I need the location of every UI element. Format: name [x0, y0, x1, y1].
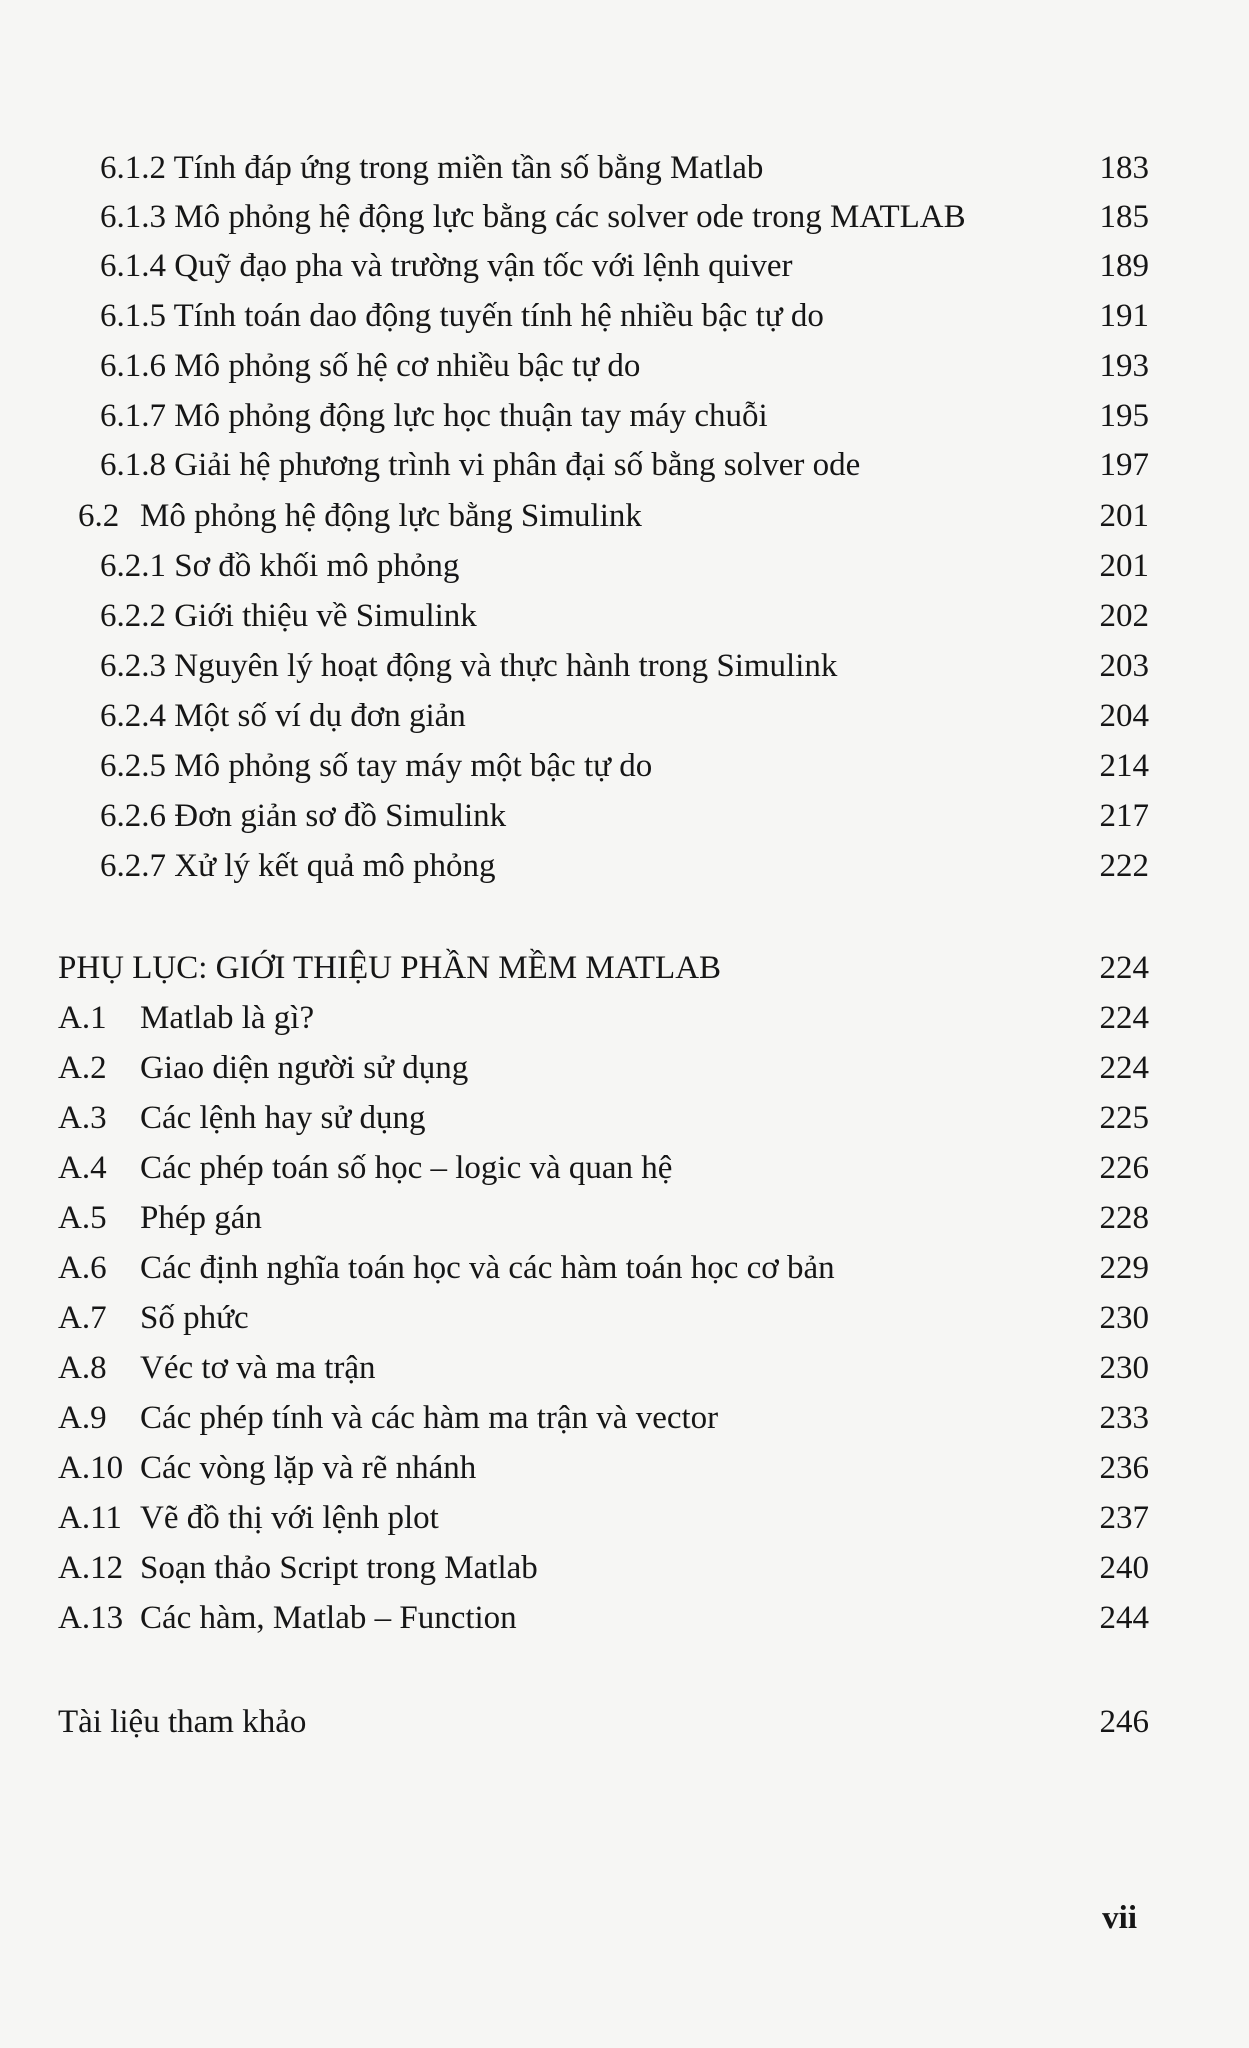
toc-appendix-entry-page: 230 [1099, 1350, 1149, 1386]
toc-appendix-number: A.2 [58, 1050, 107, 1086]
toc-appendix-entry-title: Các phép toán số học – logic và quan hệ [140, 1150, 673, 1186]
toc-appendix-entry [0, 1546, 1249, 1590]
toc-appendix-entry-title: Các hàm, Matlab – Function [140, 1600, 517, 1636]
toc-appendix-entry [0, 996, 1249, 1040]
toc-entry [0, 344, 1249, 388]
toc-appendix-entry-title: Phép gán [140, 1200, 262, 1236]
toc-appendix-entry-page: 237 [1099, 1500, 1149, 1536]
toc-section-number: 6.2 [78, 498, 120, 534]
toc-appendix-entry-page: 226 [1099, 1150, 1149, 1186]
toc-entry-title: 6.1.4 Quỹ đạo pha và trường vận tốc với lệnh quiver [100, 248, 793, 284]
toc-entry [0, 294, 1249, 338]
toc-appendix-number: A.4 [58, 1150, 107, 1186]
toc-entry-title: 6.2.2 Giới thiệu về Simulink [100, 598, 477, 634]
toc-entry-page: 222 [1099, 848, 1149, 884]
toc-appendix-entry-page: 228 [1099, 1200, 1149, 1236]
toc-entry-page: 204 [1099, 698, 1149, 734]
toc-appendix-entry-title: Các vòng lặp và rẽ nhánh [140, 1450, 477, 1486]
toc-entry-page: 214 [1099, 748, 1149, 784]
toc-entry-page: 183 [1099, 150, 1149, 186]
toc-appendix-entry-title: Matlab là gì? [140, 1000, 315, 1036]
toc-appendix-number: A.11 [58, 1500, 122, 1536]
toc-appendix-entry-page: 225 [1099, 1100, 1149, 1136]
toc-entry-page: 191 [1099, 298, 1149, 334]
toc-appendix-entry-page: 244 [1099, 1600, 1149, 1636]
page-number: vii [1102, 1900, 1137, 1936]
toc-appendix-entry [0, 1046, 1249, 1090]
toc-entry-title: 6.2.3 Nguyên lý hoạt động và thực hành trong Simulink [100, 648, 838, 684]
toc-entry-title: 6.1.6 Mô phỏng số hệ cơ nhiều bậc tự do [100, 348, 641, 384]
toc-appendix-entry-title: Giao diện người sử dụng [140, 1050, 469, 1086]
toc-appendix-entry [0, 1446, 1249, 1490]
toc-appendix-number: A.12 [58, 1550, 124, 1586]
toc-entry-title: 6.1.3 Mô phỏng hệ động lực bằng các solver ode trong MATLAB [100, 199, 966, 235]
toc-appendix-entry [0, 1246, 1249, 1290]
toc-appendix-entry [0, 1096, 1249, 1140]
toc-entry [0, 594, 1249, 638]
toc-appendix-entry-page: 224 [1099, 1050, 1149, 1086]
toc-references-title: Tài liệu tham khảo [58, 1704, 307, 1740]
toc-appendix-number: A.1 [58, 1000, 107, 1036]
toc-appendix-entry [0, 1496, 1249, 1540]
toc-entry [0, 195, 1249, 239]
toc-entry-title: 6.2.4 Một số ví dụ đơn giản [100, 698, 466, 734]
toc-appendix-entry-page: 236 [1099, 1450, 1149, 1486]
toc-appendix-title: PHỤ LỤC: GIỚI THIỆU PHẦN MỀM MATLAB [58, 950, 722, 986]
toc-entry [0, 146, 1249, 190]
toc-entry [0, 244, 1249, 288]
toc-entry [0, 744, 1249, 788]
toc-entry-title: 6.1.7 Mô phỏng động lực học thuận tay máy chuỗi [100, 398, 768, 434]
toc-entry-title: 6.2.7 Xử lý kết quả mô phỏng [100, 848, 496, 884]
toc-entry-page: 202 [1099, 598, 1149, 634]
toc-entry-page: 203 [1099, 648, 1149, 684]
toc-appendix-number: A.7 [58, 1300, 107, 1336]
toc-entry-page: 189 [1099, 248, 1149, 284]
toc-references [0, 1700, 1249, 1744]
toc-entry-title: 6.1.2 Tính đáp ứng trong miền tần số bằng Matlab [100, 150, 764, 186]
toc-entry [0, 443, 1249, 487]
toc-appendix-entry-page: 230 [1099, 1300, 1149, 1336]
toc-appendix-entry [0, 1196, 1249, 1240]
toc-appendix-entry-title: Số phức [140, 1300, 249, 1336]
toc-entry [0, 794, 1249, 838]
toc-appendix-number: A.6 [58, 1250, 107, 1286]
toc-appendix-number: A.3 [58, 1100, 107, 1136]
toc-appendix-entry-title: Các lệnh hay sử dụng [140, 1100, 426, 1136]
toc-section-page: 201 [1099, 498, 1149, 534]
toc-appendix-entry [0, 1296, 1249, 1340]
toc-appendix-entry [0, 1346, 1249, 1390]
toc-references-page: 246 [1099, 1704, 1149, 1740]
toc-appendix-entry [0, 1146, 1249, 1190]
toc-entry-title: 6.1.5 Tính toán dao động tuyến tính hệ nhiều bậc tự do [100, 298, 824, 334]
toc-entry-title: 6.2.1 Sơ đồ khối mô phỏng [100, 548, 460, 584]
toc-entry-page: 193 [1099, 348, 1149, 384]
toc-entry-page: 217 [1099, 798, 1149, 834]
toc-entry-page: 195 [1099, 398, 1149, 434]
toc-appendix-entry-page: 224 [1099, 1000, 1149, 1036]
toc-entry-title: 6.1.8 Giải hệ phương trình vi phân đại số bằng solver ode [100, 447, 861, 483]
toc-entry [0, 644, 1249, 688]
toc-appendix-entry-page: 240 [1099, 1550, 1149, 1586]
toc-appendix-entry [0, 1596, 1249, 1640]
toc-appendix-entry-title: Soạn thảo Script trong Matlab [140, 1550, 538, 1586]
toc-appendix-number: A.5 [58, 1200, 107, 1236]
toc-entry [0, 544, 1249, 588]
toc-section-title: Mô phỏng hệ động lực bằng Simulink [140, 498, 642, 534]
toc-entry-title: 6.2.5 Mô phỏng số tay máy một bậc tự do [100, 748, 653, 784]
toc-appendix-number: A.8 [58, 1350, 107, 1386]
toc-appendix-number: A.9 [58, 1400, 107, 1436]
toc-appendix-number: A.10 [58, 1450, 124, 1486]
toc-entry-page: 201 [1099, 548, 1149, 584]
toc-appendix-heading [0, 946, 1249, 990]
toc-appendix-entry-title: Các định nghĩa toán học và các hàm toán học cơ bản [140, 1250, 835, 1286]
toc-entry [0, 694, 1249, 738]
toc-appendix-entry-page: 229 [1099, 1250, 1149, 1286]
toc-appendix-entry-title: Vẽ đồ thị với lệnh plot [140, 1500, 439, 1536]
toc-entry [0, 394, 1249, 438]
toc-appendix-number: A.13 [58, 1600, 124, 1636]
toc-appendix-entry-title: Các phép tính và các hàm ma trận và vector [140, 1400, 719, 1436]
toc-entry-page: 197 [1099, 447, 1149, 483]
toc-entry [0, 844, 1249, 888]
toc-appendix-entry [0, 1396, 1249, 1440]
toc-entry-title: 6.2.6 Đơn giản sơ đồ Simulink [100, 798, 507, 834]
toc-appendix-entry-page: 233 [1099, 1400, 1149, 1436]
toc-appendix-page: 224 [1099, 950, 1149, 986]
toc-entry-page: 185 [1099, 199, 1149, 235]
toc-appendix-entry-title: Véc tơ và ma trận [140, 1350, 376, 1386]
toc-section-6-2 [0, 494, 1249, 538]
